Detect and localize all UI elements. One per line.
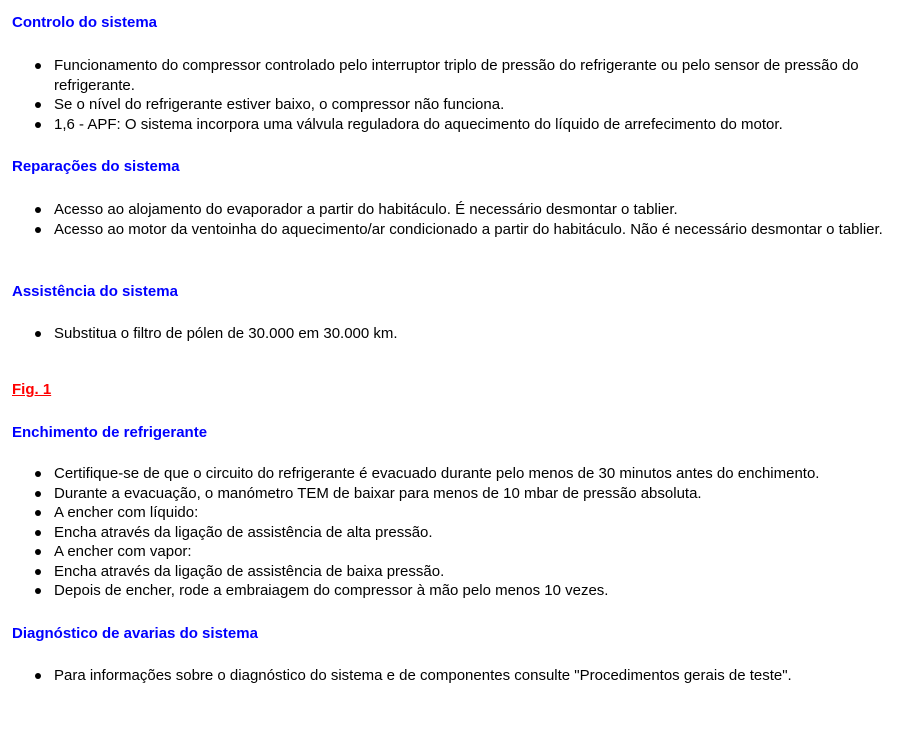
list-item	[0, 220, 900, 240]
list-item-text: Depois de encher, rode a embraiagem do compressor à mão pelo menos 10 vezes.	[54, 582, 609, 599]
list-item	[0, 464, 900, 484]
list-item	[0, 95, 900, 115]
section-heading-reparacoes: Reparações do sistema	[12, 158, 180, 175]
bullet-list-reparacoes	[0, 200, 900, 239]
list-item-text: Substitua o filtro de pólen de 30.000 em 30.000 km.	[54, 325, 398, 342]
list-item-text: Acesso ao motor da ventoinha do aquecimento/ar condicionado a partir do habitáculo. Não é necessário desmontar o tablier.	[54, 220, 883, 238]
bullet-icon	[35, 227, 41, 233]
section-heading-assistencia: Assistência do sistema	[12, 283, 178, 300]
bullet-icon	[35, 588, 41, 594]
list-item-text: Se o nível do refrigerante estiver baixo, o compressor não funciona.	[54, 96, 505, 113]
bullet-icon	[35, 102, 41, 108]
list-item-text: Encha através da ligação de assistência de alta pressão.	[54, 523, 433, 541]
section-heading-diagnostico: Diagnóstico de avarias do sistema	[12, 625, 258, 642]
list-item	[0, 523, 900, 543]
bullet-icon	[35, 63, 41, 69]
list-item-text: Para informações sobre o diagnóstico do sistema e de componentes consulte "Procedimentos gerais de teste".	[54, 667, 792, 684]
bullet-icon	[35, 530, 41, 536]
list-item	[0, 666, 900, 686]
bullet-icon	[35, 510, 41, 516]
bullet-list-assistencia	[0, 324, 900, 344]
list-item-text: Encha através da ligação de assistência de baixa pressão.	[54, 562, 445, 580]
bullet-icon	[35, 673, 41, 679]
list-item-text: Certifique-se de que o circuito do refrigerante é evacuado durante pelo menos de 30 minutos antes do enchimento.	[54, 465, 820, 482]
bullet-icon	[35, 471, 41, 477]
bullet-icon	[35, 207, 41, 213]
list-item	[0, 562, 900, 582]
list-item	[0, 56, 900, 95]
bullet-icon	[35, 122, 41, 128]
list-item	[0, 324, 900, 344]
list-item	[0, 581, 900, 601]
list-item-text: A encher com líquido:	[54, 504, 199, 521]
list-item-text: Durante a evacuação, o manómetro TEM de baixar para menos de 10 mbar de pressão absoluta.	[54, 484, 702, 502]
section-heading-controlo: Controlo do sistema	[12, 14, 158, 31]
list-item	[0, 542, 900, 562]
list-item-text: A encher com vapor:	[54, 543, 192, 560]
list-item-text: Funcionamento do compressor controlado pelo interruptor triplo de pressão do refrigerante ou pelo sensor de pressão do refrigerante.	[54, 57, 859, 94]
list-item-text: 1,6 - APF: O sistema incorpora uma válvula reguladora do aquecimento do líquido de arrefecimento do motor.	[54, 115, 783, 133]
bullet-list-enchimento	[0, 464, 900, 601]
bullet-icon	[35, 331, 41, 337]
bullet-icon	[35, 549, 41, 555]
list-item	[0, 503, 900, 523]
bullet-list-diagnostico	[0, 666, 900, 686]
bullet-icon	[35, 569, 41, 575]
list-item	[0, 484, 900, 504]
list-item	[0, 200, 900, 220]
list-item	[0, 115, 900, 135]
section-heading-enchimento: Enchimento de refrigerante	[12, 424, 208, 441]
fig-1-link[interactable]: Fig. 1	[12, 381, 52, 398]
bullet-list-controlo	[0, 56, 900, 134]
bullet-icon	[35, 491, 41, 497]
list-item-text: Acesso ao alojamento do evaporador a partir do habitáculo. É necessário desmontar o tablier.	[54, 201, 678, 218]
